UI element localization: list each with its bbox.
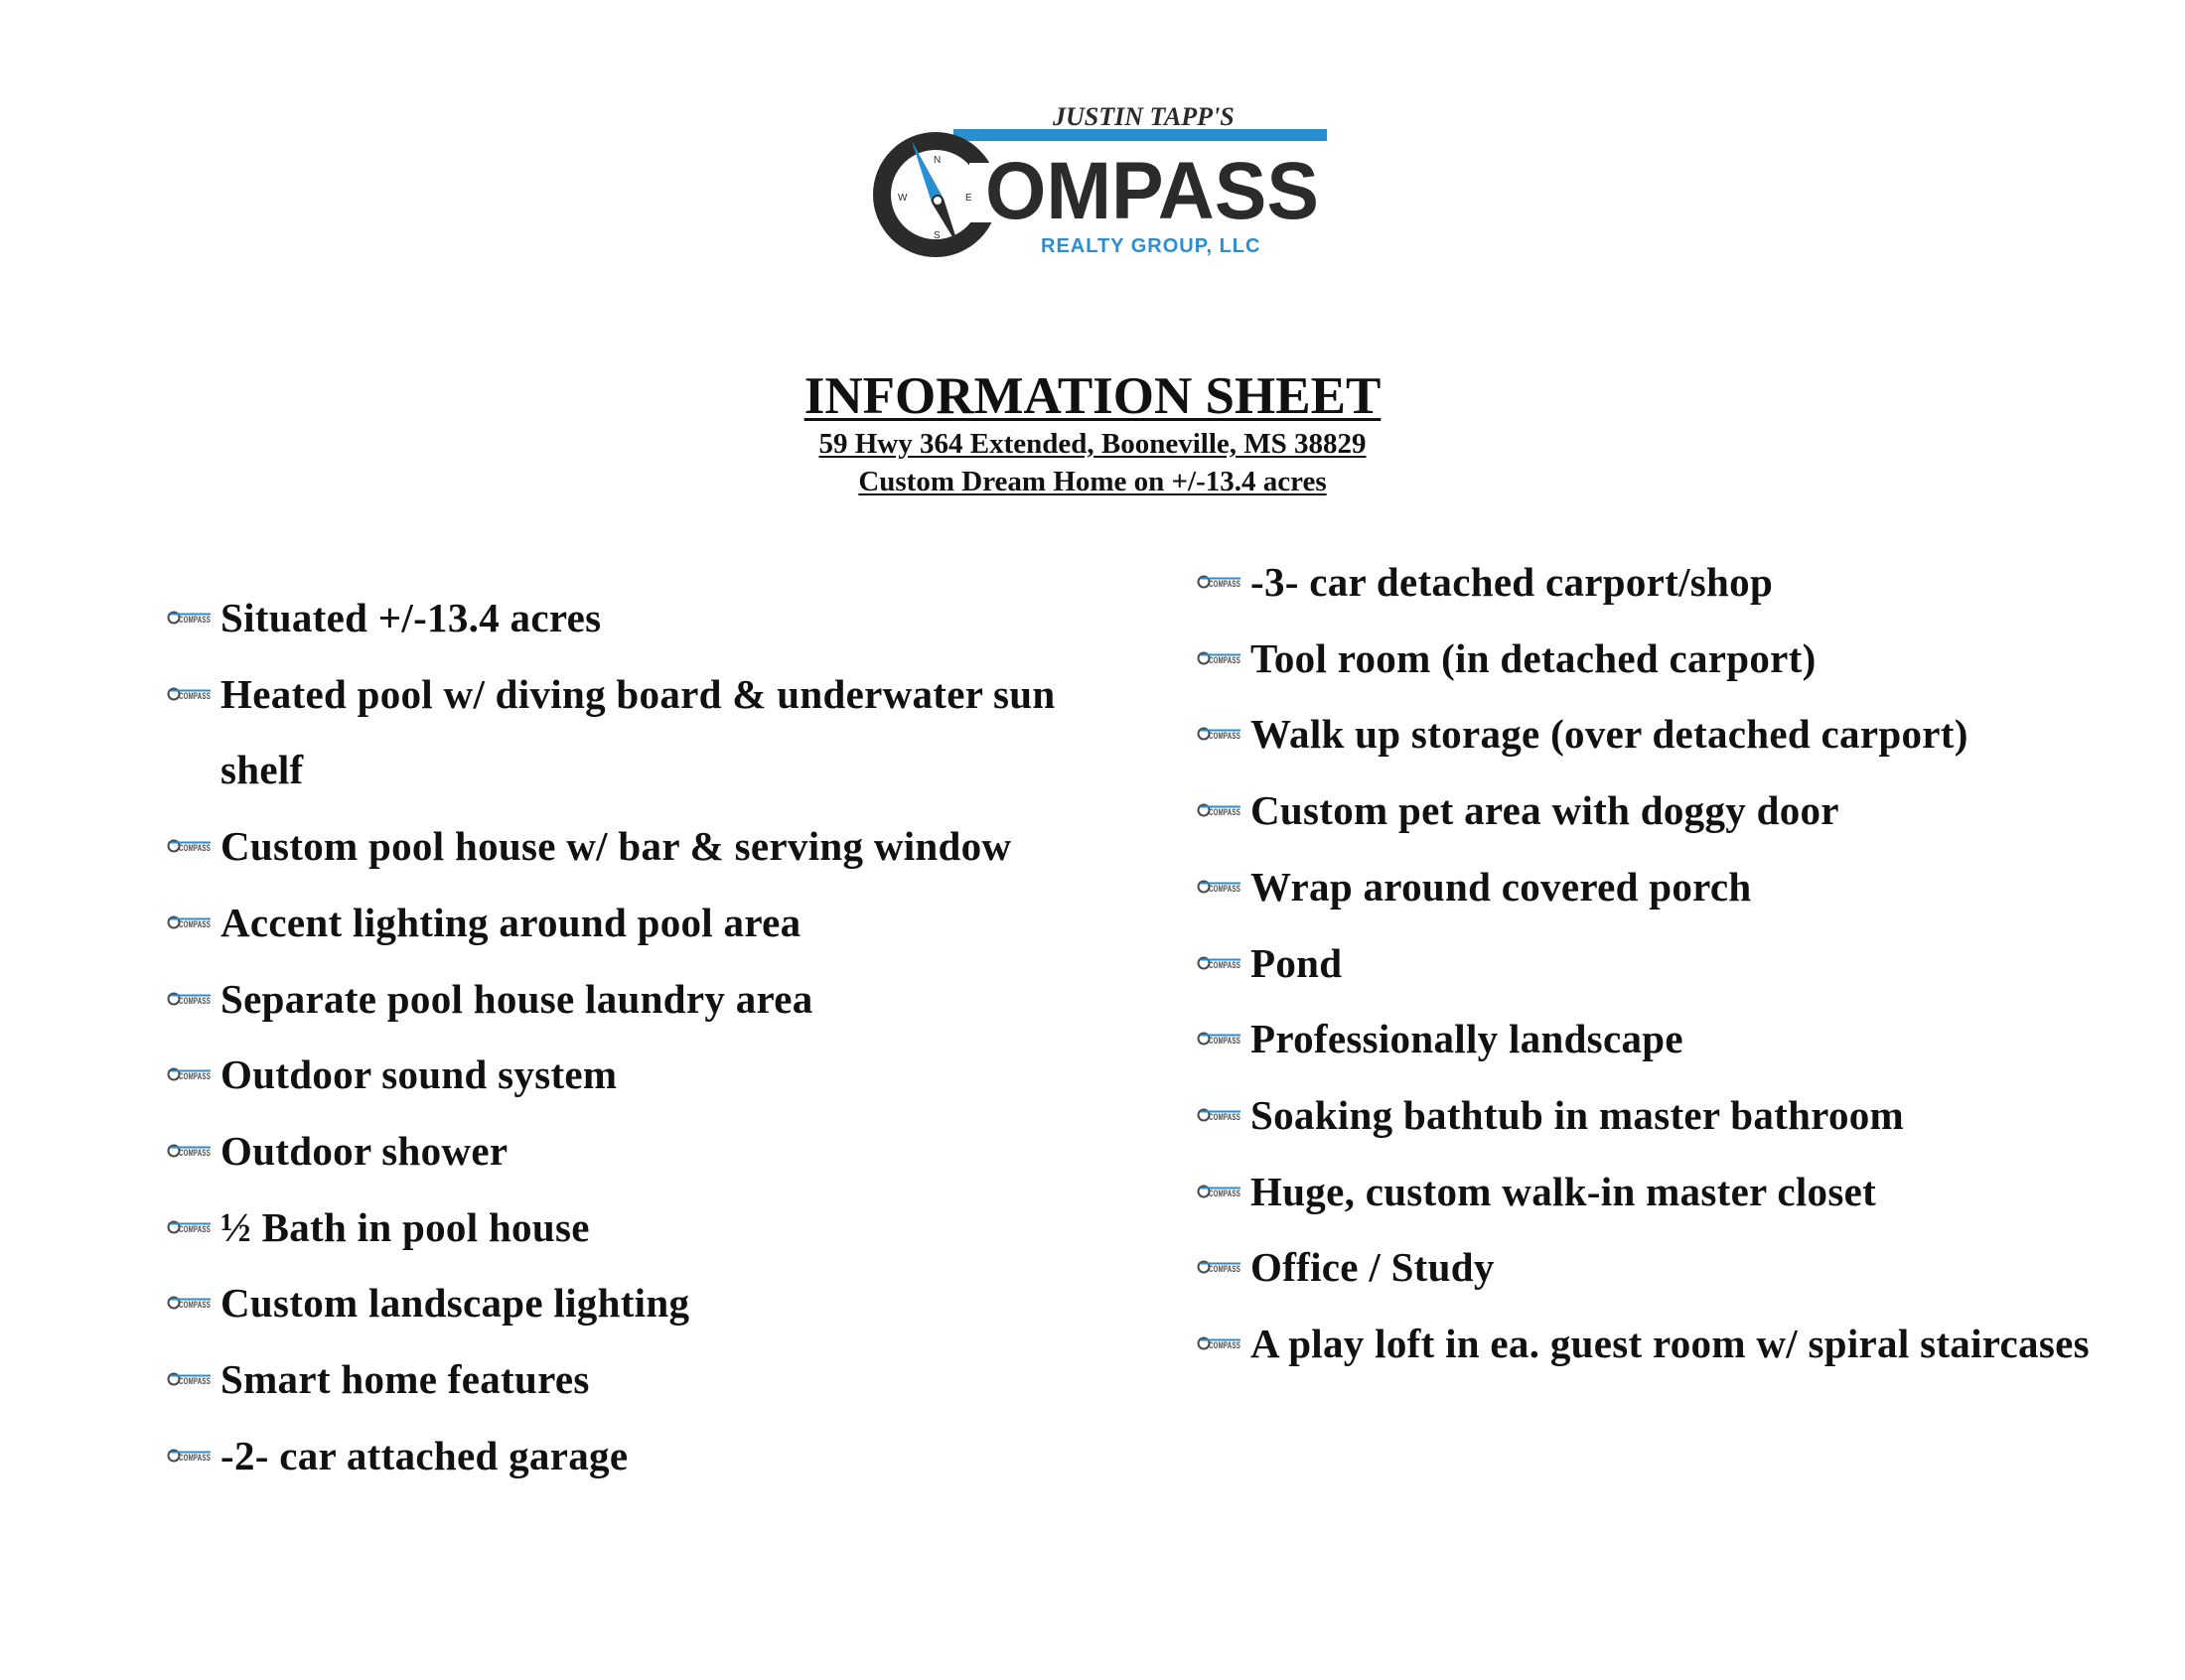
list-item-text: Accent lighting around pool area bbox=[220, 899, 801, 945]
compass-logo-bullet-icon bbox=[1197, 1103, 1244, 1127]
compass-logo-bullet-icon bbox=[167, 1139, 215, 1163]
svg-text:COMPASS: COMPASS bbox=[179, 1071, 211, 1082]
list-item-text: Custom pool house w/ bar & serving window bbox=[220, 823, 1012, 870]
compass-logo-graphic bbox=[874, 103, 1331, 262]
list-item-text: Heated pool w/ diving board & underwater sun shelf bbox=[220, 670, 1056, 793]
svg-text:COMPASS: COMPASS bbox=[179, 1452, 211, 1463]
compass-logo-bullet-icon bbox=[167, 910, 215, 934]
svg-text:COMPASS: COMPASS bbox=[179, 918, 211, 929]
svg-text:COMPASS: COMPASS bbox=[179, 1223, 211, 1234]
features-list-left bbox=[167, 580, 1061, 1493]
svg-text:COMPASS: COMPASS bbox=[179, 690, 211, 701]
list-item bbox=[167, 1341, 1061, 1418]
list-item bbox=[1197, 544, 2130, 621]
logo-top-text: JUSTIN TAPP'S bbox=[1053, 102, 1235, 131]
list-item-text: Wrap around covered porch bbox=[1250, 863, 1752, 910]
list-item-text: Outdoor sound system bbox=[220, 1051, 618, 1098]
compass-logo-bullet-icon bbox=[1197, 722, 1244, 746]
compass-logo-bullet-icon bbox=[167, 1062, 215, 1086]
list-item-text: A play loft in ea. guest room w/ spiral staircases bbox=[1250, 1321, 2090, 1367]
list-item-text: Smart home features bbox=[220, 1356, 590, 1403]
svg-text:COMPASS: COMPASS bbox=[179, 1300, 211, 1311]
list-item bbox=[1197, 1229, 2130, 1306]
compass-logo-bullet-icon bbox=[167, 606, 215, 630]
list-item bbox=[1197, 1306, 2130, 1382]
svg-text:COMPASS: COMPASS bbox=[179, 843, 211, 854]
list-item bbox=[1197, 1154, 2130, 1230]
document-header bbox=[0, 369, 2185, 500]
compass-letter-w: W bbox=[898, 193, 908, 204]
list-item bbox=[1197, 1077, 2130, 1154]
list-item-text: Soaking bathtub in master bathroom bbox=[1250, 1091, 1904, 1138]
property-address: 59 Hwy 364 Extended, Booneville, MS 38829 bbox=[818, 427, 1367, 460]
svg-text:COMPASS: COMPASS bbox=[1209, 1264, 1240, 1275]
compass-logo-bullet-icon bbox=[1197, 1180, 1244, 1203]
compass-logo-bullet-icon bbox=[1197, 1331, 1244, 1355]
svg-text:COMPASS: COMPASS bbox=[1209, 807, 1240, 818]
list-item bbox=[167, 656, 1061, 808]
list-item-text: Custom pet area with doggy door bbox=[1250, 787, 1839, 834]
list-item bbox=[1197, 849, 2130, 925]
svg-text:COMPASS: COMPASS bbox=[1209, 1036, 1240, 1047]
compass-logo-bullet-icon bbox=[167, 682, 215, 706]
svg-text:COMPASS: COMPASS bbox=[179, 1376, 211, 1387]
svg-text:COMPASS: COMPASS bbox=[1209, 579, 1240, 589]
list-item-text: -2- car attached garage bbox=[220, 1432, 629, 1478]
svg-text:COMPASS: COMPASS bbox=[1209, 1111, 1240, 1122]
compass-logo-bullet-icon bbox=[1197, 570, 1244, 594]
list-item-text: ½ Bath in pool house bbox=[220, 1203, 590, 1250]
list-item-text: Office / Study bbox=[1250, 1244, 1495, 1291]
list-item bbox=[167, 808, 1061, 885]
svg-text:COMPASS: COMPASS bbox=[1209, 1188, 1240, 1198]
list-item bbox=[1197, 621, 2130, 697]
compass-logo-bullet-icon bbox=[167, 1291, 215, 1315]
list-item bbox=[1197, 772, 2130, 849]
list-item-text: -3- car detached carport/shop bbox=[1250, 559, 1774, 605]
list-item-text: Situated +/-13.4 acres bbox=[220, 595, 602, 640]
list-item-text: Custom landscape lighting bbox=[220, 1280, 690, 1327]
list-item-text: Outdoor shower bbox=[220, 1127, 509, 1174]
compass-logo-bullet-icon bbox=[1197, 646, 1244, 670]
list-item bbox=[167, 580, 1061, 656]
svg-text:COMPASS: COMPASS bbox=[179, 615, 211, 625]
compass-logo-bullet-icon bbox=[1197, 875, 1244, 899]
svg-text:COMPASS: COMPASS bbox=[1209, 959, 1240, 970]
compass-logo-bullet-icon bbox=[1197, 1255, 1244, 1279]
list-item bbox=[167, 885, 1061, 961]
features-list-right bbox=[1197, 544, 2130, 1382]
svg-text:COMPASS: COMPASS bbox=[179, 1147, 211, 1158]
list-item bbox=[167, 1418, 1061, 1494]
company-logo bbox=[874, 103, 1331, 262]
compass-logo-bullet-icon bbox=[167, 987, 215, 1011]
compass-logo-bullet-icon bbox=[1197, 951, 1244, 975]
compass-logo-bullet-icon bbox=[1197, 798, 1244, 822]
svg-text:COMPASS: COMPASS bbox=[1209, 1340, 1240, 1351]
list-item bbox=[167, 1037, 1061, 1113]
list-item bbox=[167, 1265, 1061, 1341]
list-item bbox=[1197, 696, 2130, 772]
page-title: INFORMATION SHEET bbox=[803, 367, 1382, 425]
list-item-text: Separate pool house laundry area bbox=[220, 975, 813, 1022]
list-item bbox=[167, 1190, 1061, 1266]
list-item bbox=[1197, 1001, 2130, 1077]
svg-text:COMPASS: COMPASS bbox=[1209, 731, 1240, 742]
compass-letter-e: E bbox=[965, 193, 972, 204]
list-item bbox=[167, 961, 1061, 1038]
list-item-text: Huge, custom walk-in master closet bbox=[1250, 1168, 1877, 1214]
list-item-text: Pond bbox=[1250, 939, 1343, 986]
logo-sub-text: REALTY GROUP, LLC bbox=[1041, 235, 1261, 257]
list-item bbox=[1197, 925, 2130, 1002]
compass-logo-bullet-icon bbox=[167, 1444, 215, 1468]
svg-text:COMPASS: COMPASS bbox=[1209, 883, 1240, 894]
compass-letter-s: S bbox=[934, 230, 941, 241]
compass-logo-bullet-icon bbox=[167, 834, 215, 858]
svg-text:COMPASS: COMPASS bbox=[1209, 654, 1240, 665]
compass-logo-bullet-icon bbox=[167, 1215, 215, 1239]
compass-logo-bullet-icon bbox=[167, 1367, 215, 1391]
compass-logo-bullet-icon bbox=[1197, 1027, 1244, 1050]
list-item bbox=[167, 1113, 1061, 1190]
logo-name-text: OMPASS bbox=[985, 146, 1319, 236]
list-item-text: Tool room (in detached carport) bbox=[1250, 634, 1817, 681]
list-item-text: Walk up storage (over detached carport) bbox=[1250, 711, 1968, 758]
list-item-text: Professionally landscape bbox=[1250, 1016, 1683, 1062]
svg-text:COMPASS: COMPASS bbox=[179, 995, 211, 1006]
compass-letter-n: N bbox=[934, 155, 942, 166]
property-tagline: Custom Dream Home on +/-13.4 acres bbox=[858, 465, 1327, 497]
